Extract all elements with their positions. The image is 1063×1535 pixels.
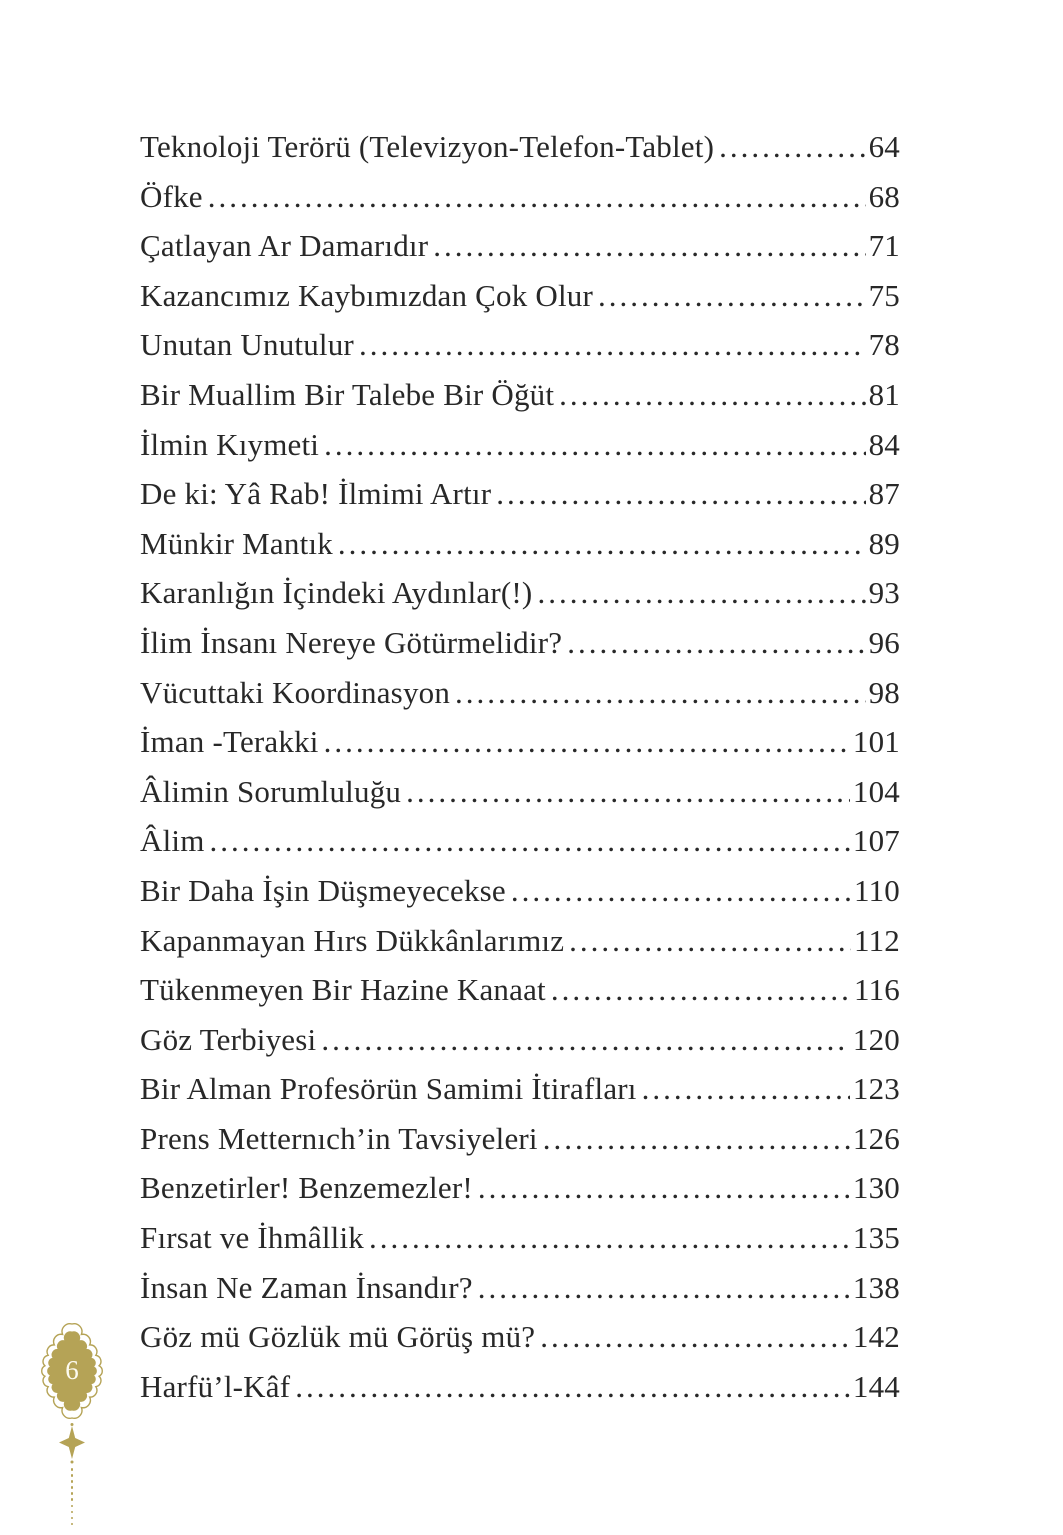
- tail-dot: [71, 1468, 74, 1471]
- toc-entry: [140, 320, 900, 370]
- toc-entry-title: Kazancımız Kaybımızdan Çok Olur: [140, 277, 593, 313]
- toc-entry-page-number: 87: [868, 476, 900, 512]
- tail-dot: [71, 1486, 74, 1489]
- page-number-ornament: [40, 1321, 104, 1525]
- toc-entry-page-number: 64: [868, 129, 900, 164]
- toc-entry: [140, 965, 900, 1015]
- toc-entry-title: Fırsat ve İhmâllik: [140, 1220, 365, 1256]
- toc-leader-dots: [567, 618, 865, 668]
- toc-entry-page-number: 84: [868, 426, 900, 462]
- toc-entry: [140, 916, 900, 966]
- tail-dot: [71, 1474, 74, 1477]
- toc-entry-title: İlmin Kıymeti: [140, 426, 320, 462]
- toc-entry-title: Münkir Mantık: [140, 525, 333, 561]
- tail-dot: [71, 1492, 74, 1495]
- toc-entry-page-number: 107: [852, 823, 900, 859]
- toc-entry-title: Çatlayan Ar Damarıdır: [140, 228, 429, 264]
- toc-entry: [140, 420, 900, 470]
- toc-entry-page-number: 68: [868, 178, 900, 214]
- toc-entry: [140, 1064, 900, 1114]
- toc-entry-title: Âlim: [140, 823, 205, 859]
- toc-entry-title: De ki: Yâ Rab! İlmimi Artır: [140, 476, 492, 512]
- toc-entry: [140, 122, 900, 172]
- toc-leader-dots: [478, 1163, 850, 1213]
- toc-entry-page-number: 71: [868, 228, 900, 264]
- toc-entry: [140, 717, 900, 767]
- toc-entry-page-number: 101: [852, 724, 900, 760]
- toc-entry-page-number: 89: [868, 525, 900, 561]
- toc-leader-dots: [540, 1312, 850, 1362]
- toc-entry-page-number: 112: [854, 922, 900, 958]
- toc-entry-title: Tükenmeyen Bir Hazine Kanaat: [140, 972, 546, 1008]
- toc-entry: [140, 866, 900, 916]
- toc-leader-dots: [324, 420, 865, 470]
- toc-entry-title: Âlimin Sorumluluğu: [140, 773, 402, 809]
- toc-leader-dots: [369, 1213, 850, 1263]
- tail-dot: [71, 1523, 74, 1526]
- toc-entry-page-number: 93: [868, 575, 900, 611]
- toc-leader-dots: [295, 1362, 850, 1412]
- toc-entry-title: Göz mü Gözlük mü Görüş mü?: [140, 1319, 536, 1355]
- toc-leader-dots: [338, 519, 866, 569]
- tail-dot: [71, 1505, 74, 1508]
- toc-entry: [140, 668, 900, 718]
- toc-entry-title: Bir Muallim Bir Talebe Bir Öğüt: [140, 376, 555, 412]
- toc-leader-dots: [551, 965, 851, 1015]
- toc-entry: [140, 1312, 900, 1362]
- toc-entry-title: Öfke: [140, 178, 203, 214]
- toc-leader-dots: [455, 668, 866, 718]
- toc-entry-page-number: 110: [854, 872, 900, 908]
- toc-leader-dots: [359, 320, 866, 370]
- toc-entry: [140, 1163, 900, 1213]
- tail-dot: [71, 1498, 74, 1501]
- toc-entry-title: Unutan Unutulur: [140, 327, 354, 363]
- toc-entry: [140, 519, 900, 569]
- tail-dot: [71, 1517, 74, 1520]
- toc-entry-title: Bir Alman Profesörün Samimi İtirafları: [140, 1071, 637, 1107]
- toc-entry-title: Göz Terbiyesi: [140, 1021, 317, 1057]
- toc-leader-dots: [642, 1064, 850, 1114]
- toc-entry-page-number: 104: [852, 773, 900, 809]
- toc-leader-dots: [543, 1114, 850, 1164]
- toc-entry: [140, 469, 900, 519]
- toc-entry: [140, 816, 900, 866]
- toc-entry: [140, 370, 900, 420]
- toc-leader-dots: [569, 916, 851, 966]
- toc-entry-title: Vücuttaki Koordinasyon: [140, 674, 451, 710]
- toc-entry-page-number: 138: [852, 1269, 900, 1305]
- toc-entry: [140, 271, 900, 321]
- toc-entry-page-number: 75: [868, 277, 900, 313]
- toc-entry-page-number: 96: [868, 624, 900, 660]
- toc-entry-title: Harfü’l-Kâf: [140, 1368, 291, 1404]
- toc-leader-dots: [433, 221, 865, 271]
- toc-entry: [140, 568, 900, 618]
- toc-entry-title: Teknoloji Terörü (Televizyon-Telefon-Tablet): [140, 129, 715, 164]
- toc-leader-dots: [406, 767, 850, 817]
- tail-dot: [71, 1511, 74, 1514]
- toc-entry-page-number: 135: [852, 1220, 900, 1256]
- toc-entry-title: İnsan Ne Zaman İnsandır?: [140, 1269, 473, 1305]
- toc-entry: [140, 1015, 900, 1065]
- toc-entry-page-number: 130: [852, 1170, 900, 1206]
- toc-entry: [140, 221, 900, 271]
- toc-leader-dots: [511, 866, 851, 916]
- toc-leader-dots: [559, 370, 865, 420]
- toc-entry-page-number: 142: [852, 1319, 900, 1355]
- toc-entry-page-number: 81: [868, 376, 900, 412]
- toc-entry: [140, 1114, 900, 1164]
- toc-leader-dots: [537, 568, 865, 618]
- toc-entry-title: Karanlığın İçindeki Aydınlar(!): [140, 575, 533, 611]
- toc-entry-page-number: 126: [852, 1120, 900, 1156]
- medallion-flourish-icon: [57, 1422, 87, 1464]
- toc-entry-title: Prens Metternıch’in Tavsiyeleri: [140, 1120, 538, 1156]
- toc-entry-page-number: 116: [854, 972, 900, 1008]
- medallion-page-number: 6: [65, 1355, 79, 1385]
- toc-leader-dots: [210, 816, 850, 866]
- toc-entry-page-number: 144: [852, 1368, 900, 1404]
- toc-leader-dots: [324, 717, 850, 767]
- toc-leader-dots: [478, 1263, 850, 1313]
- toc-entry-title: İman -Terakki: [140, 724, 319, 760]
- toc-entry: [140, 1213, 900, 1263]
- toc-leader-dots: [321, 1015, 850, 1065]
- toc-entry: [140, 1362, 900, 1412]
- dotted-tail-decoration: [71, 1468, 74, 1525]
- toc-entry-page-number: 120: [852, 1021, 900, 1057]
- toc-entry-page-number: 98: [868, 674, 900, 710]
- toc-leader-dots: [208, 172, 866, 222]
- toc-entry: [140, 767, 900, 817]
- toc-entry: [140, 172, 900, 222]
- toc-entry-title: İlim İnsanı Nereye Götürmelidir?: [140, 624, 563, 660]
- toc-leader-dots: [598, 271, 866, 321]
- toc-entry-title: Benzetirler! Benzemezler!: [140, 1170, 473, 1206]
- toc-entry: [140, 618, 900, 668]
- toc-entry-title: Kapanmayan Hırs Dükkânlarımız: [140, 922, 565, 958]
- page-number-medallion: [40, 1321, 104, 1421]
- toc-leader-dots: [719, 122, 865, 172]
- tail-dot: [71, 1480, 74, 1483]
- toc-entry-title: Bir Daha İşin Düşmeyecekse: [140, 872, 506, 908]
- table-of-contents: [140, 122, 900, 1411]
- toc-entry-page-number: 123: [852, 1071, 900, 1107]
- toc-entry: [140, 1263, 900, 1313]
- toc-entry-page-number: 78: [868, 327, 900, 363]
- toc-leader-dots: [496, 469, 865, 519]
